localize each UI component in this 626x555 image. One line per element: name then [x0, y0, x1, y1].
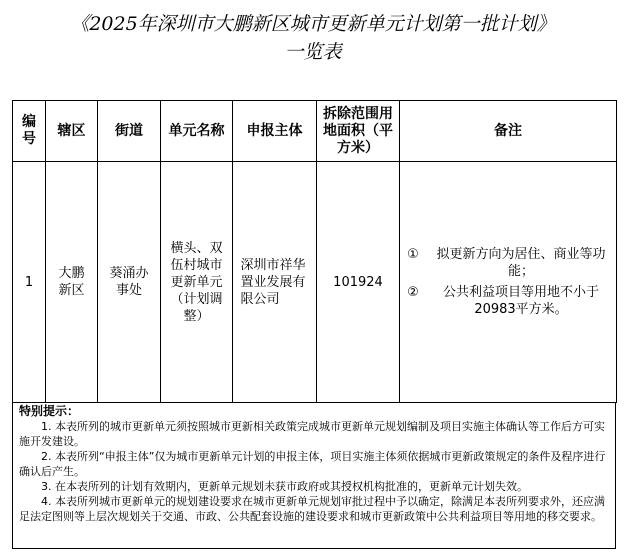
title-line-1: 《2025年深圳市大鹏新区城市更新单元计划第一批计划》: [70, 13, 556, 35]
remark-text: 拟更新方向为居住、商业等功能；: [436, 247, 606, 279]
document-title: [0, 10, 626, 66]
header-applicant: 申报主体: [233, 101, 317, 162]
header-area: 拆除范围用地面积（平方米）: [317, 101, 400, 162]
header-no: 编号: [13, 101, 46, 162]
note-item: 1. 本表所列的城市更新单元须按照城市更新相关政策完成城市更新单元规划编制及项目实施主体确认等工作后方可实施开发建设。: [19, 420, 605, 448]
remark-number: ①: [407, 247, 419, 262]
table-header-row: [13, 101, 617, 162]
cell-district: 大鹏新区: [46, 162, 98, 403]
remark-text: 公共利益项目等用地不小于20983平方米。: [442, 285, 599, 317]
cell-unit-name: 横头、双伍村城市更新单元（计划调整）: [161, 162, 233, 403]
cell-applicant: 深圳市祥华置业发展有限公司: [233, 162, 317, 403]
note-item: 4. 本表所列城市更新单元的规划建设要求在城市更新单元规划审批过程中予以确定，除满足本表所列要求外，还应满足法定图则等上层次规划关于交通、市政、公共配套设施的建设要求和城市更新政策中公共利益项目等用地的移交要求。: [19, 495, 605, 523]
remark-item: [400, 284, 616, 318]
cell-street: 葵涌办事处: [98, 162, 161, 403]
header-district: 辖区: [46, 101, 98, 162]
cell-no: 1: [13, 162, 46, 403]
header-remarks: 备注: [400, 101, 617, 162]
remark-number: ②: [407, 285, 419, 300]
title-line-2: 一览表: [284, 41, 342, 63]
note-item: 2. 本表所列“申报主体”仅为城市更新单元计划的申报主体，项目实施主体须依据城市更新政策规定的条件及程序进行确认后产生。: [19, 450, 606, 478]
plan-table: [12, 100, 617, 403]
special-notes: [12, 402, 616, 549]
notes-heading: 特别提示：: [19, 404, 80, 418]
cell-remarks: [400, 162, 617, 403]
header-unit-name: 单元名称: [161, 101, 233, 162]
cell-area: 101924: [317, 162, 400, 403]
note-item: 3. 在本表所列的计划有效期内，更新单元规划未获市政府或其授权机构批准的，更新单元计划失效。: [41, 480, 528, 493]
table-row: [13, 162, 617, 403]
header-street: 街道: [98, 101, 161, 162]
remark-item: [400, 246, 616, 280]
